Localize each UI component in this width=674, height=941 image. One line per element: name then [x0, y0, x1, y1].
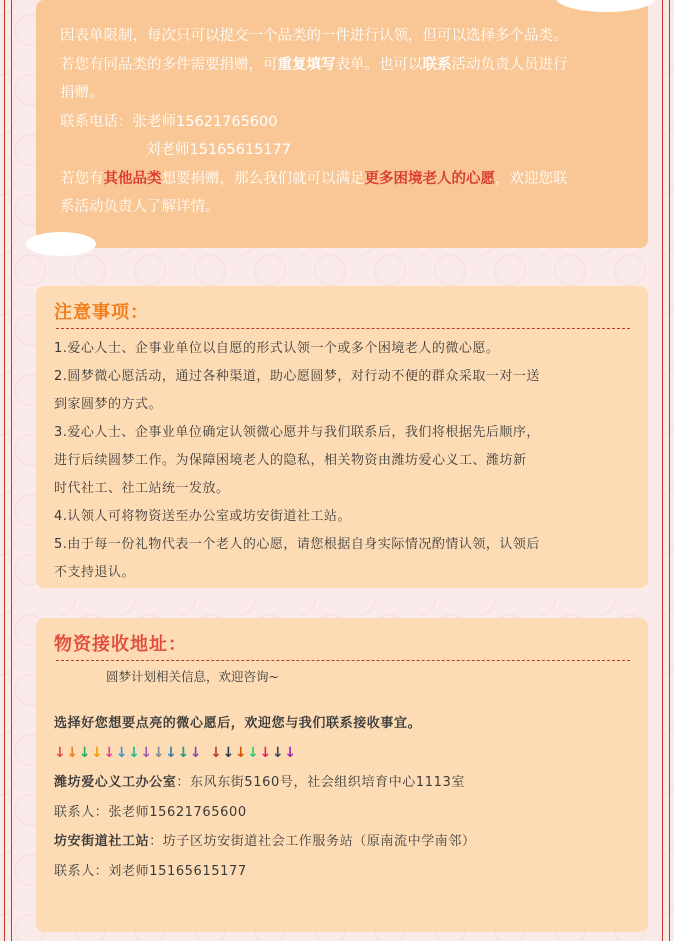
attention-line: 进行后续圆梦工作。为保障困境老人的隐私，相关物资由潍坊爱心义工、潍坊新	[54, 453, 527, 468]
notice-line-1: 因表单限制，每次只可以提交一个品类的一件进行认领，但可以选择多个品类。	[60, 28, 568, 44]
office-name: 潍坊爱心义工办公室	[54, 775, 177, 790]
down-arrow-icon: ↓	[271, 744, 285, 761]
attention-line: 3.爱心人士、企事业单位确定认领微心愿并与我们联系后，我们将根据先后顺序，	[54, 425, 540, 440]
notice-phone-1: 联系电话：张老师15621765600	[60, 113, 278, 130]
attention-line: 5.由于每一份礼物代表一个老人的心愿，请您根据自身实际情况酌情认领，认领后	[54, 537, 540, 552]
address-title: 物资接收地址：	[54, 634, 187, 655]
notice-line-5: 若您有其他品类想要捐赠，那么我们就可以满足更多困境老人的心愿，欢迎您联	[60, 170, 568, 187]
attention-line: 2.圆梦微心愿活动，通过各种渠道，助心愿圆梦，对行动不便的群众采取一对一送	[54, 369, 540, 384]
arrow-decoration	[54, 739, 628, 769]
office-contact: 联系人：张老师15621765600	[54, 804, 247, 820]
attention-title: 注意事项：	[54, 302, 149, 323]
cloud-decoration-bottom	[26, 232, 96, 256]
attention-divider	[56, 328, 630, 329]
down-arrow-icon: ↓	[78, 744, 92, 761]
attention-line: 时代社工、社工站统一发放。	[54, 481, 230, 496]
cloud-decoration-top	[556, 0, 656, 12]
down-arrow-icon: ↓	[177, 744, 190, 761]
down-arrow-icon: ↓	[140, 744, 153, 761]
down-arrow-icon: ↓	[259, 744, 272, 761]
notice-phone-2: 刘老师15165615177	[146, 142, 291, 158]
down-arrow-icon: ↓	[247, 744, 260, 761]
down-arrow-icon: ↓	[284, 744, 297, 761]
down-arrow-icon: ↓	[210, 744, 223, 761]
attention-line: 不支持退认。	[54, 565, 136, 580]
down-arrow-icon: ↓	[91, 744, 104, 761]
down-arrow-icon: ↓	[66, 744, 79, 761]
down-arrow-icon: ↓	[128, 744, 141, 761]
notice-line-2: 若您有同品类的多件需要捐赠，可重复填写表单。也可以联系活动负责人员进行	[60, 56, 568, 73]
address-intro: 选择好您想要点亮的微心愿后，欢迎您与我们联系接收事宜。	[54, 716, 422, 731]
address-subtitle: 圆梦计划相关信息，欢迎咨询~	[106, 669, 279, 684]
attention-line: 4.认领人可将物资送至办公室或坊安街道社工站。	[54, 509, 351, 524]
station-name: 坊安街道社工站	[54, 834, 150, 849]
down-arrow-icon: ↓	[54, 744, 67, 761]
down-arrow-icon: ↓	[152, 744, 166, 761]
down-arrow-icon: ↓	[222, 744, 235, 761]
attention-card	[36, 286, 648, 588]
address-divider	[56, 660, 630, 661]
office-address: 潍坊爱心义工办公室：东风东街5160号，社会组织培育中心1113室	[54, 775, 465, 790]
attention-line: 1.爱心人士、企事业单位以自愿的形式认领一个或多个困境老人的微心愿。	[54, 341, 500, 356]
attention-line: 到家圆梦的方式。	[54, 397, 163, 412]
down-arrow-icon: ↓	[189, 744, 203, 761]
notice-line-3: 捐赠。	[60, 85, 104, 101]
down-arrow-icon: ↓	[103, 744, 116, 761]
notice-line-6: 系活动负责人了解详情。	[60, 199, 220, 215]
down-arrow-icon: ↓	[165, 744, 178, 761]
down-arrow-icon: ↓	[234, 744, 248, 761]
station-contact: 联系人：刘老师15165615177	[54, 863, 247, 879]
left-border	[4, 0, 12, 941]
station-address: 坊安街道社工站：坊子区坊安街道社会工作服务站（原南流中学南邻）	[54, 834, 476, 849]
notice-card	[36, 0, 648, 248]
down-arrow-icon: ↓	[115, 744, 129, 761]
right-border	[662, 0, 670, 941]
address-card	[36, 618, 648, 932]
